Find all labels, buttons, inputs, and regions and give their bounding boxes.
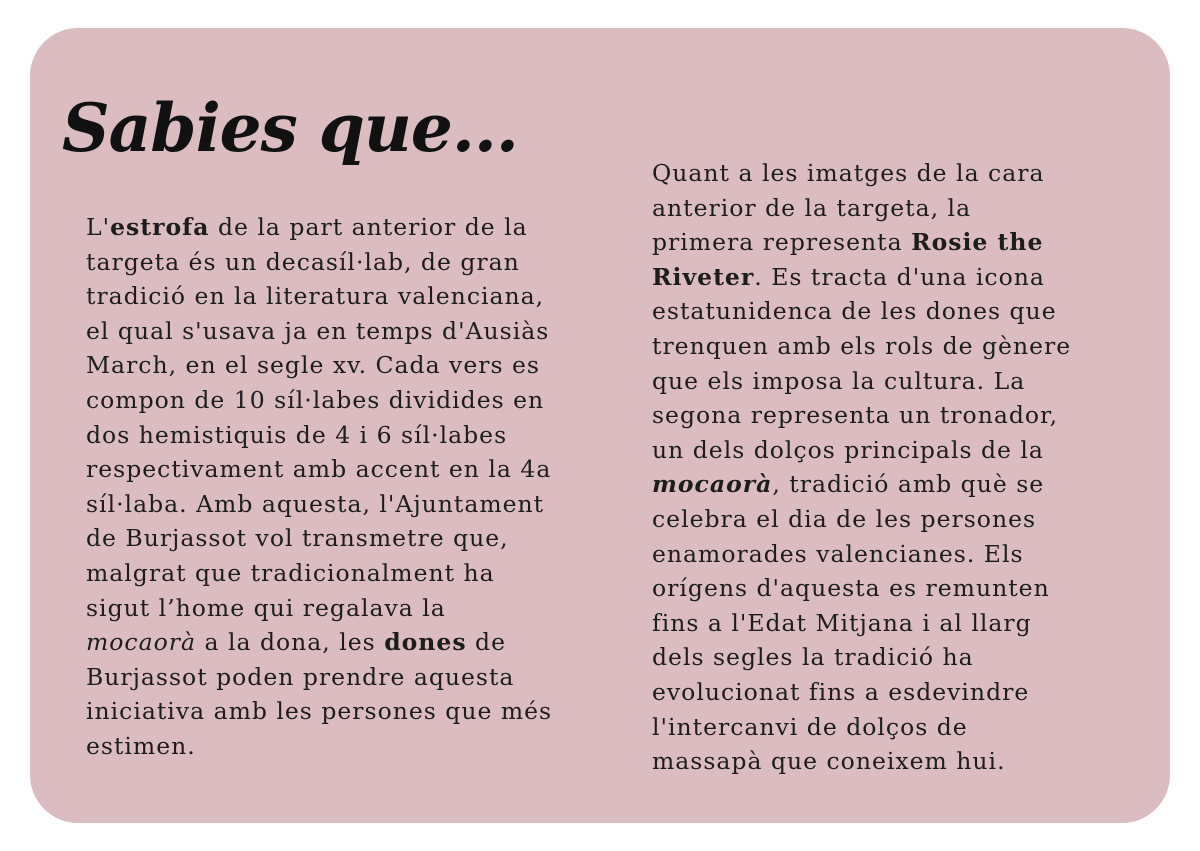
- text-segment: l'intercanvi de dolços de: [652, 712, 968, 741]
- text-segment: el qual s'usava ja en temps d'Ausiàs: [86, 316, 550, 345]
- text-line: [652, 191, 1071, 226]
- text-segment: enamorades valencianes. Els: [652, 539, 1024, 568]
- text-line: [652, 710, 1071, 745]
- text-segment: malgrat que tradicionalment ha: [86, 558, 495, 587]
- text-line: [652, 675, 1071, 710]
- right-text-column: [652, 156, 1071, 779]
- text-segment: de la part anterior de la: [209, 213, 528, 241]
- text-segment: dels segles la tradició ha: [652, 643, 974, 672]
- text-line: [652, 571, 1071, 606]
- text-line: [86, 452, 552, 487]
- text-segment: fins a l'Edat Mitjana i al llarg: [652, 608, 1032, 637]
- text-segment: tradició en la literatura valenciana,: [86, 282, 545, 311]
- emphasized-text: estrofa: [110, 213, 210, 241]
- text-segment: a la dona, les: [196, 628, 385, 657]
- text-segment: evolucionat fins a esdevindre: [652, 677, 1030, 706]
- text-segment: que els imposa la cultura. La: [652, 366, 1026, 395]
- text-line: [652, 433, 1071, 468]
- text-segment: segona representa un tronador,: [652, 401, 1059, 430]
- text-segment: estimen.: [86, 731, 196, 760]
- text-line: [652, 606, 1071, 641]
- text-line: [652, 640, 1071, 675]
- text-line: [86, 694, 552, 729]
- text-line: [652, 156, 1071, 191]
- emphasized-text: mocaorà: [652, 470, 773, 499]
- text-line: [86, 660, 552, 695]
- text-segment: March, en el segle xv. Cada vers es: [86, 351, 540, 380]
- text-line: [86, 625, 552, 660]
- text-segment: Burjassot poden prendre aquesta: [86, 662, 515, 691]
- text-segment: anterior de la targeta, la: [652, 193, 972, 222]
- text-segment: trenquen amb els rols de gènere: [652, 331, 1072, 360]
- text-line: [86, 314, 552, 349]
- text-segment: targeta és un decasíl·lab, de gran: [86, 247, 520, 276]
- emphasized-text: Riveter: [652, 262, 755, 291]
- text-segment: un dels dolços principals de la: [652, 435, 1044, 464]
- text-segment: L': [86, 213, 111, 241]
- text-segment: síl·laba. Amb aquesta, l'Ajuntament: [86, 489, 545, 518]
- text-line: [86, 245, 552, 280]
- text-segment: compon de 10 síl·labes dividides en: [86, 385, 545, 414]
- text-line: [652, 398, 1071, 433]
- text-line: [652, 260, 1071, 295]
- text-segment: iniciativa amb les persones que més: [86, 697, 553, 726]
- card-title: Sabies que...: [62, 89, 518, 167]
- text-segment: massapà que coneixem hui.: [652, 747, 1006, 776]
- text-segment: . Es tracta d'una icona: [754, 262, 1045, 291]
- text-line: [86, 383, 552, 418]
- text-line: [86, 487, 552, 522]
- text-segment: Quant a les imatges de la cara: [652, 159, 1045, 187]
- text-line: [86, 591, 552, 626]
- text-segment: orígens d'aquesta es remunten: [652, 574, 1050, 603]
- text-segment: dos hemistiquis de 4 i 6 síl·labes: [86, 420, 508, 449]
- text-line: [652, 225, 1071, 260]
- text-line: [652, 294, 1071, 329]
- emphasized-text: Rosie the: [911, 228, 1044, 257]
- emphasized-text: dones: [384, 628, 467, 657]
- emphasized-text: mocaorà: [86, 628, 196, 657]
- text-line: [86, 279, 552, 314]
- text-line: [652, 467, 1071, 502]
- text-line: [652, 537, 1071, 572]
- left-text-column: [86, 210, 552, 764]
- text-segment: , tradició amb què se: [772, 470, 1045, 499]
- text-segment: sigut l’home qui regalava la: [86, 593, 446, 622]
- text-segment: primera representa: [652, 228, 912, 257]
- text-segment: de Burjassot vol transmetre que,: [86, 524, 509, 553]
- text-line: [86, 210, 552, 245]
- text-line: [86, 418, 552, 453]
- text-line: [652, 502, 1071, 537]
- text-line: [86, 348, 552, 383]
- text-line: [86, 729, 552, 764]
- text-segment: de: [466, 628, 506, 657]
- text-line: [652, 329, 1071, 364]
- text-line: [652, 364, 1071, 399]
- text-segment: estatunidenca de les dones que: [652, 297, 1057, 326]
- text-line: [86, 521, 552, 556]
- text-line: [86, 556, 552, 591]
- text-segment: respectivament amb accent en la 4a: [86, 455, 552, 484]
- text-segment: celebra el dia de les persones: [652, 504, 1037, 533]
- text-line: [652, 744, 1071, 779]
